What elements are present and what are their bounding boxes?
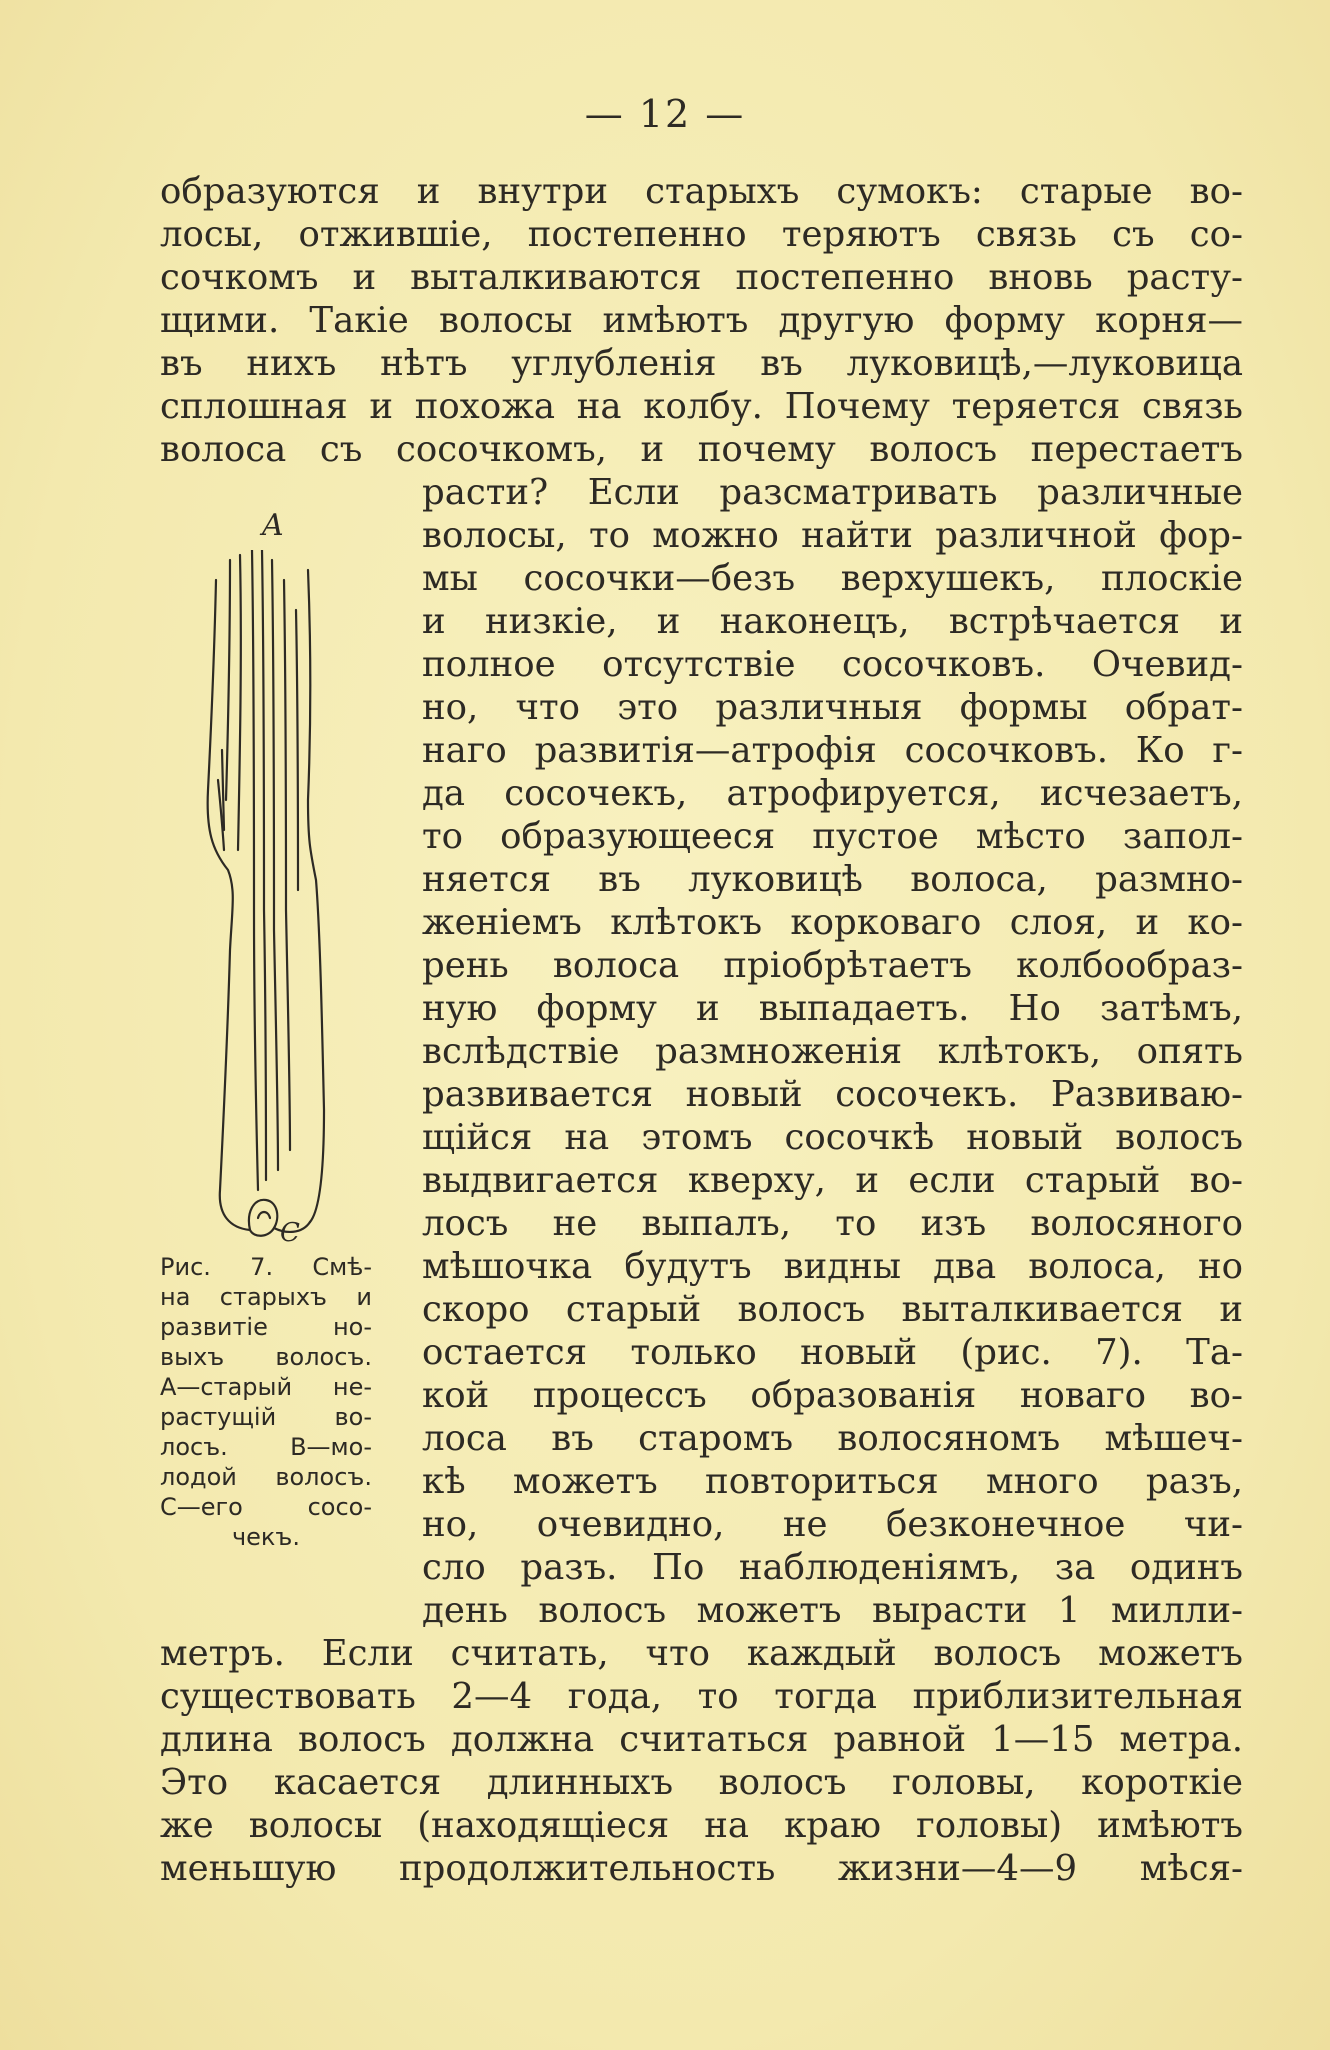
text-line: выдвигается кверху, и если старый во- bbox=[422, 1160, 1243, 1201]
text-line: меньшую продолжительность жизни—4—9 мѣся- bbox=[160, 1848, 1243, 1889]
page-number: — 12 — bbox=[584, 92, 746, 136]
text-line: волосы, то можно найти различной фор- bbox=[422, 515, 1243, 556]
text-line: мѣшочка будутъ видны два волоса, но bbox=[422, 1246, 1243, 1287]
text-line: метръ. Если считать, что каждый волосъ можетъ bbox=[160, 1633, 1243, 1674]
caption-line: А—старый не- bbox=[160, 1373, 372, 1401]
text-line: скоро старый волосъ выталкивается и bbox=[422, 1289, 1243, 1330]
caption-line: чекъ. bbox=[231, 1523, 301, 1551]
text-line: сплошная и похожа на колбу. Почему теряется связь bbox=[160, 386, 1243, 427]
text-line: расти? Если разсматривать различные bbox=[422, 472, 1243, 513]
caption-line: выхъ волосъ. bbox=[160, 1343, 372, 1371]
text-line: кой процессъ образованія новаго во- bbox=[422, 1375, 1243, 1416]
text-line: лосъ не выпалъ, то изъ волосяного bbox=[422, 1203, 1243, 1244]
figure-label-c: C bbox=[280, 1218, 300, 1248]
text-line: существовать 2—4 года, то тогда приблизительная bbox=[160, 1676, 1243, 1717]
text-line: лосы, отжившіе, постепенно теряютъ связь съ со- bbox=[160, 214, 1243, 255]
text-line: кѣ можетъ повториться много разъ, bbox=[422, 1461, 1243, 1502]
text-line: мы сосочки—безъ верхушекъ, плоскіе bbox=[422, 558, 1243, 599]
caption-line: на старыхъ и bbox=[160, 1283, 372, 1311]
text-line: волоса съ сосочкомъ, и почему волосъ перестаетъ bbox=[160, 429, 1243, 470]
text-line: наго развитія—атрофія сосочковъ. Ко г- bbox=[422, 730, 1243, 771]
text-line: сочкомъ и выталкиваются постепенно вновь расту- bbox=[160, 257, 1243, 298]
text-line: то образующееся пустое мѣсто запол- bbox=[422, 816, 1243, 857]
text-line: же волосы (находящіеся на краю головы) имѣютъ bbox=[160, 1805, 1243, 1846]
text-line: въ нихъ нѣтъ углубленія въ луковицѣ,—луковица bbox=[160, 343, 1243, 384]
hair-follicle-illustration bbox=[200, 550, 350, 1250]
text-line: няется въ луковицѣ волоса, размно- bbox=[422, 859, 1243, 900]
text-line: ную форму и выпадаетъ. Но затѣмъ, bbox=[422, 988, 1243, 1029]
caption-line: С—его сосо- bbox=[160, 1493, 372, 1521]
text-line: образуются и внутри старыхъ сумокъ: старые во- bbox=[160, 171, 1243, 212]
text-line: но, что это различныя формы обрат- bbox=[422, 687, 1243, 728]
text-line: лоса въ старомъ волосяномъ мѣшеч- bbox=[422, 1418, 1243, 1459]
text-line: остается только новый (рис. 7). Та- bbox=[422, 1332, 1243, 1373]
text-line: сло разъ. По наблюденіямъ, за одинъ bbox=[422, 1547, 1243, 1588]
text-line: рень волоса пріобрѣтаетъ колбообраз- bbox=[422, 945, 1243, 986]
text-line: щійся на этомъ сосочкѣ новый волосъ bbox=[422, 1117, 1243, 1158]
text-line: день волосъ можетъ вырасти 1 милли- bbox=[422, 1590, 1243, 1631]
text-line: женіемъ клѣтокъ корковаго слоя, и ко- bbox=[422, 902, 1243, 943]
text-line: щими. Такіе волосы имѣютъ другую форму корня— bbox=[160, 300, 1243, 341]
caption-line: Рис. 7. Смѣ- bbox=[160, 1253, 372, 1281]
text-line: вслѣдствіе размноженія клѣтокъ, опять bbox=[422, 1031, 1243, 1072]
caption-line: развитіе но- bbox=[160, 1313, 372, 1341]
text-line: да сосочекъ, атрофируется, исчезаетъ, bbox=[422, 773, 1243, 814]
caption-line: растущій во- bbox=[160, 1403, 372, 1431]
text-line: развивается новый сосочекъ. Развиваю- bbox=[422, 1074, 1243, 1115]
text-line: длина волосъ должна считаться равной 1—15 метра. bbox=[160, 1719, 1243, 1760]
text-line: и низкіе, и наконецъ, встрѣчается и bbox=[422, 601, 1243, 642]
caption-line: лосъ. В—мо- bbox=[160, 1433, 372, 1461]
caption-line: лодой волосъ. bbox=[160, 1463, 372, 1491]
text-line: но, очевидно, не безконечное чи- bbox=[422, 1504, 1243, 1545]
text-line: Это касается длинныхъ волосъ головы, короткіе bbox=[160, 1762, 1243, 1803]
text-line: полное отсутствіе сосочковъ. Очевид- bbox=[422, 644, 1243, 685]
figure-label-a: A bbox=[262, 508, 284, 543]
